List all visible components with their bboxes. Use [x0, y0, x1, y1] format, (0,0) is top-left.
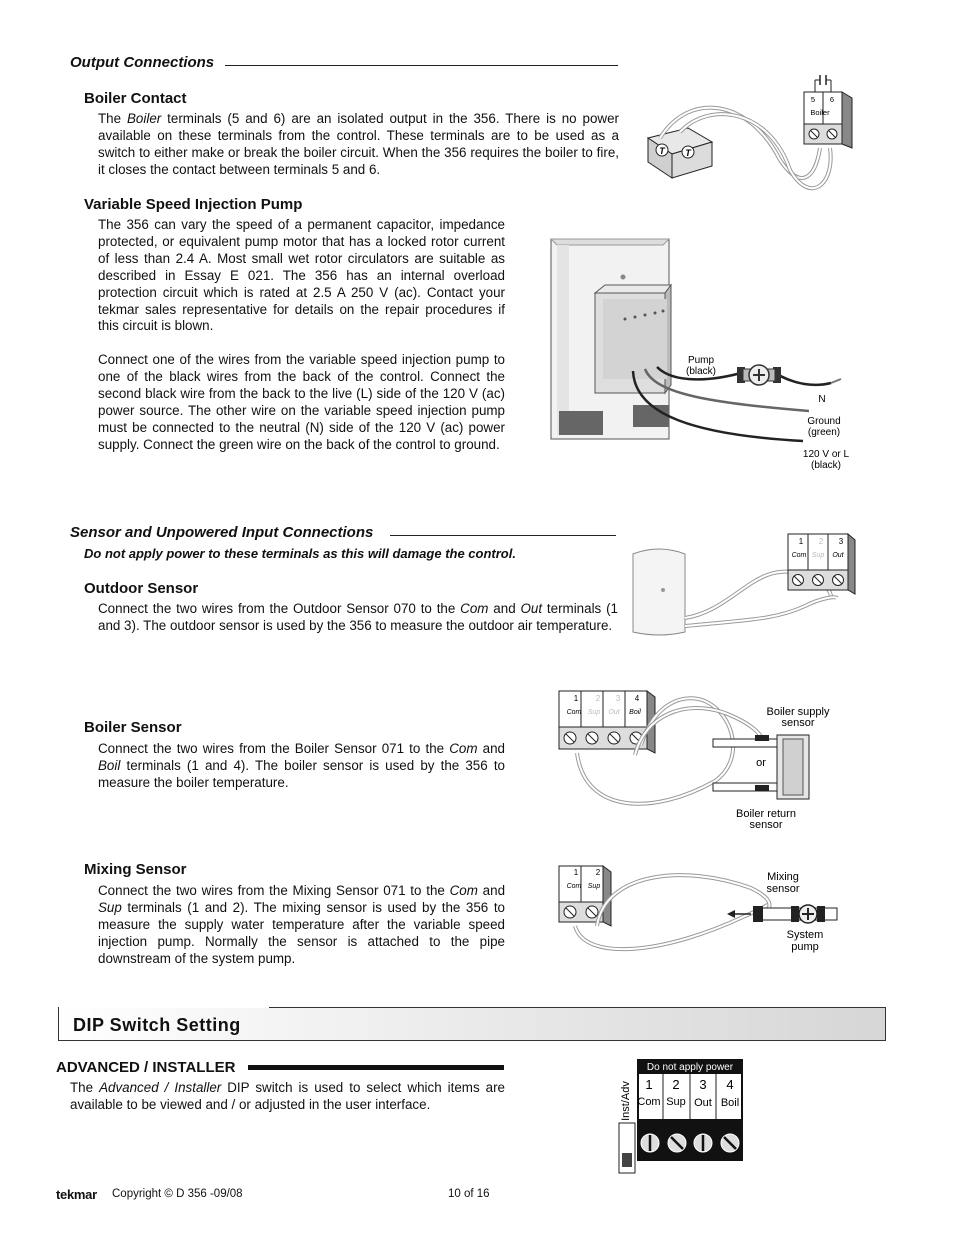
svg-text:T: T [685, 148, 691, 158]
injection-pump-heading: Variable Speed Injection Pump [84, 196, 303, 213]
svg-text:Com: Com [637, 1096, 661, 1108]
outdoor-sensor-body [633, 549, 685, 635]
svg-text:(black): (black) [810, 460, 842, 471]
boiler-sensor-heading: Boiler Sensor [84, 719, 182, 736]
terminal-panel [637, 1059, 743, 1161]
svg-text:Pump: Pump [687, 355, 715, 366]
svg-text:2: 2 [595, 694, 601, 703]
outdoor-sensor-text: Connect the two wires from the Outdoor Sensor 070 to the Com and Out terminals (1 and 3). The outdoor sensor is used by the 356 to measure the outdoor air temperature. [98, 601, 618, 633]
boiler-sensor-diagram [555, 685, 845, 835]
boiler-contact-heading: Boiler Contact [84, 90, 187, 107]
svg-text:Out: Out [832, 552, 844, 559]
svg-text:Com: Com [566, 709, 582, 716]
svg-text:Boil: Boil [629, 709, 641, 716]
copyright: Copyright © D 356 -09/08 [112, 1188, 243, 1200]
svg-text:3: 3 [838, 537, 844, 546]
svg-text:Sup: Sup [587, 709, 601, 716]
svg-text:4: 4 [726, 1077, 734, 1092]
output-connections-heading: Output Connections [70, 54, 215, 71]
mixing-sensor-text: Connect the two wires from the Mixing Sensor 071 to the Com and Sup terminals (1 and 2). The mixing sensor is used by the 356 to measure the supply water temperature after the variable speed injection pump. Normally the sensor is attached to the pipe downstream of the system pump. [98, 883, 506, 966]
dip-switch [619, 1123, 635, 1173]
svg-text:2: 2 [818, 537, 824, 546]
svg-text:1: 1 [798, 537, 804, 546]
advanced-installer-text: The Advanced / Installer DIP switch is used to select which items are available to be viewed and / or adjusted in the user interface. [70, 1080, 505, 1112]
injection-pump-text-2: Connect one of the wires from the variable speed injection pump to one of the black wires from the back of the control. Connect the second black wire from the back to the live (L) side of the 120 V (ac) power source. The other wire on the variable speed injection pump must be connected to the neutral (N) side of the 120 V (ac) power supply. Connect the green wire on the back of the control to ground. [98, 352, 505, 452]
injection-pump-diagram [545, 235, 865, 480]
boiler-contact-text: The Boiler terminals (5 and 6) are an isolated output in the 356. There is no power available on these terminals from the control. These terminals are to be used as a switch to either make or break the boiler circuit. When the 356 requires the boiler to fire, it closes the contact between terminals 5 and 6. [98, 111, 619, 177]
svg-text:1: 1 [573, 694, 579, 703]
thermostat-box [648, 128, 712, 178]
svg-text:1: 1 [645, 1077, 653, 1092]
svg-text:Sup: Sup [811, 552, 825, 559]
mixing-sensor-heading: Mixing Sensor [84, 861, 187, 878]
advanced-installer-heading: ADVANCED / INSTALLER [56, 1059, 236, 1076]
svg-text:Ground: Ground [807, 416, 841, 427]
injection-pump [737, 365, 781, 385]
boiler-contact-diagram [640, 70, 860, 205]
svg-text:Com: Com [566, 883, 582, 890]
svg-text:1: 1 [573, 868, 579, 877]
dip-switch-banner [58, 1007, 886, 1041]
dip-switch-diagram [615, 1055, 750, 1180]
sensor-connections-heading: Sensor and Unpowered Input Connections [70, 524, 374, 541]
tekmar-logo: tekmar [56, 1187, 97, 1202]
control-housing [551, 239, 671, 439]
outdoor-terminal-block [788, 534, 855, 594]
svg-text:Out: Out [694, 1097, 712, 1109]
boiler-sensor-text: Connect the two wires from the Boiler Sensor 071 to the Com and Boil terminals (1 and 4). The boiler sensor is used by the 356 to measure the boiler temperature. [98, 741, 506, 790]
svg-text:Sup: Sup [666, 1096, 686, 1108]
svg-text:Com: Com [791, 552, 807, 559]
svg-text:5: 5 [810, 95, 816, 104]
svg-text:T: T [659, 146, 665, 156]
svg-text:4: 4 [634, 694, 640, 703]
svg-text:System: System [786, 929, 824, 941]
svg-text:(black): (black) [685, 366, 717, 377]
mixing-sensor-diagram [555, 862, 845, 962]
svg-text:Boiler return: Boiler return [736, 808, 796, 820]
page-number: 10 of 16 [448, 1188, 490, 1200]
boiler-terminal-block [804, 75, 852, 148]
svg-text:Boil: Boil [720, 1097, 740, 1109]
section-rule [390, 535, 616, 536]
svg-text:Boiler supply: Boiler supply [766, 706, 830, 718]
svg-text:sensor: sensor [766, 883, 800, 895]
svg-text:6: 6 [829, 95, 835, 104]
svg-text:120 V or L: 120 V or L [802, 449, 850, 460]
svg-text:Out: Out [608, 709, 620, 716]
svg-text:Boiler: Boiler [810, 108, 830, 117]
outdoor-sensor-diagram [625, 530, 865, 642]
mixing-terminal-block [559, 866, 611, 926]
svg-text:Do not apply power: Do not apply power [646, 1062, 734, 1073]
svg-text:sensor: sensor [781, 717, 815, 729]
sensor-warning: Do not apply power to these terminals as this will damage the control. [84, 546, 516, 561]
svg-text:2: 2 [595, 868, 601, 877]
svg-text:3: 3 [699, 1077, 707, 1092]
injection-pump-text-1: The 356 can vary the speed of a permanent capacitor, impedance protected, or equivalent pump motor that has a locked rotor current of less than 2.4 A. Most small wet rotor circulators are suitable as described in Essay E 021. The 356 has an internal overload protection circuit which is rated at 2.5 A 250 V (ac). Contact your tekmar sales representative for details on the repair procedures if this circuit is blown. [98, 217, 505, 334]
svg-text:N: N [818, 394, 826, 405]
svg-text:pump: pump [791, 941, 819, 953]
outdoor-sensor-heading: Outdoor Sensor [84, 580, 199, 597]
svg-text:sensor: sensor [749, 819, 783, 831]
dip-switch-title: DIP Switch Setting [73, 1015, 241, 1035]
svg-text:Mixing: Mixing [767, 871, 799, 883]
svg-text:2: 2 [672, 1077, 680, 1092]
svg-text:3: 3 [615, 694, 621, 703]
svg-text:Inst/Adv: Inst/Adv [620, 1081, 632, 1121]
svg-text:Sup: Sup [587, 883, 601, 890]
heading-rule [248, 1065, 504, 1070]
section-rule [225, 65, 618, 66]
svg-text:(green): (green) [807, 427, 841, 438]
svg-text:or: or [756, 757, 766, 769]
